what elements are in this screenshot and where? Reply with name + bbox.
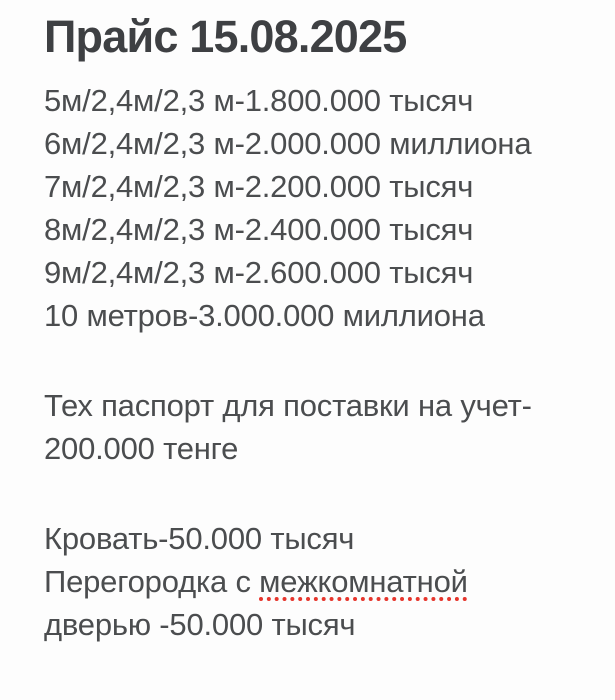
price-line-10m: 10 метров-3.000.000 миллиона <box>44 298 485 333</box>
price-line-6m: 6м/2,4м/2,3 м-2.000.000 миллиона <box>44 126 532 161</box>
furniture-section <box>44 517 587 646</box>
misspelled-word[interactable]: межкомнатной <box>259 564 468 599</box>
price-list-section <box>44 79 587 337</box>
partition-price-line-1 <box>44 560 587 603</box>
bed-price-line: Кровать-50.000 тысяч <box>44 521 355 556</box>
tech-passport-section <box>44 384 587 470</box>
tech-passport-line-2: 200.000 тенге <box>44 431 239 466</box>
partition-text-before: Перегородка с <box>44 564 260 599</box>
partition-price-line-2: дверью -50.000 тысяч <box>44 607 356 642</box>
page-title: Прайс 15.08.2025 <box>44 11 407 62</box>
price-line-5m: 5м/2,4м/2,3 м-1.800.000 тысяч <box>44 83 474 118</box>
price-line-7m: 7м/2,4м/2,3 м-2.200.000 тысяч <box>44 169 474 204</box>
price-line-9m: 9м/2,4м/2,3 м-2.600.000 тысяч <box>44 255 474 290</box>
price-line-8m: 8м/2,4м/2,3 м-2.400.000 тысяч <box>44 212 474 247</box>
tech-passport-line-1: Тех паспорт для поставки на учет- <box>44 388 532 423</box>
